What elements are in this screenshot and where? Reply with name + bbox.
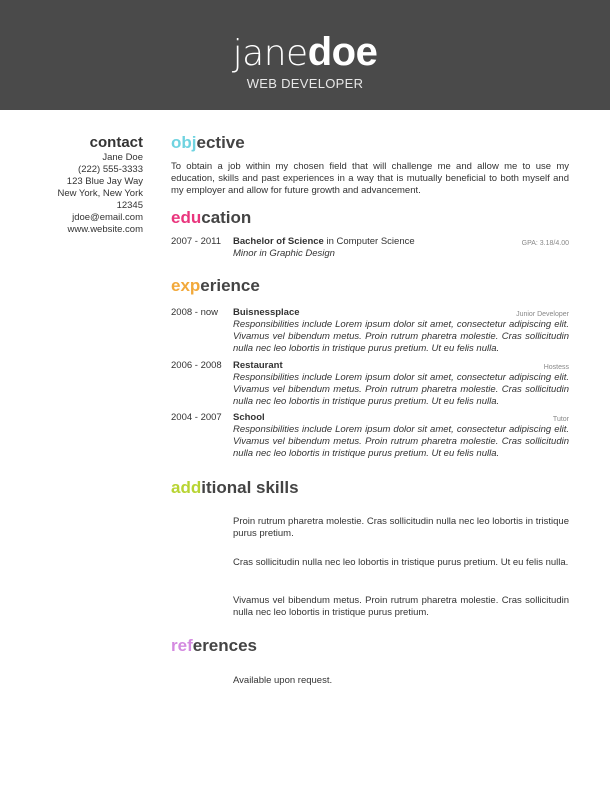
contact-street: 123 Blue Jay Way [66,176,143,187]
contact-zip: 12345 [116,200,143,211]
experience-description: Responsibilities include Lorem ipsum dolor sit amet, consectetur adipiscing elit. Vivamus vel bibendum metus. Proin rutrum pharetra molestie. Cras sollicitudin nulla nec leo lobortis in tristique purus pretium. Ut eu felis nulla. [233,424,569,459]
contact-email[interactable]: jdoe@email.com [72,212,143,223]
education-heading [171,208,569,228]
education-minor: Minor in Graphic Design [233,248,335,259]
header-banner [0,0,610,110]
education-gpa: GPA: 3.18/4.00 [521,240,569,247]
education-degree: Bachelor of Science [233,236,324,247]
skill-item: Cras sollicitudin nulla nec leo lobortis in tristique purus pretium. Ut eu felis nulla. [233,557,569,568]
experience-date: 2006 - 2008 [171,360,222,371]
experience-date: 2004 - 2007 [171,412,222,423]
experience-company: Buisnessplace [233,307,300,318]
contact-phone: (222) 555-3333 [78,164,143,175]
skill-item: Vivamus vel bibendum metus. Proin rutrum pharetra molestie. Cras sollicitudin nulla nec leo lobortis in tristique purus pretium. [233,595,569,618]
skills-heading-accent: add [171,478,202,497]
contact-section [57,134,143,236]
education-heading-rest: cation [201,208,252,227]
experience-company: School [233,412,265,423]
experience-date: 2008 - now [171,307,219,318]
education-date: 2007 - 2011 [171,236,222,247]
education-entry [171,236,569,262]
references-text: Available upon request. [233,675,333,686]
last-name: doe [307,30,378,74]
objective-heading-rest: ective [196,133,245,152]
experience-description: Responsibilities include Lorem ipsum dolor sit amet, consectetur adipiscing elit. Vivamus vel bibendum metus. Proin rutrum pharetra molestie. Cras sollicitudin nulla nec leo lobortis in tristique purus pretium. Ut eu felis nulla. [233,372,569,407]
objective-text: To obtain a job within my chosen field that will challenge me and allow me to use my education, skills and past experiences in a way that is mutually beneficial to both myself and my employer and allow for future growth and advancement. [171,161,569,196]
skills-heading [171,478,569,498]
references-heading [171,636,569,656]
experience-role: Hostess [543,364,569,371]
contact-heading: contact [89,134,143,151]
education-field: in Computer Science [323,236,415,247]
contact-name: Jane Doe [102,152,143,163]
objective-heading-accent: obj [171,133,197,152]
references-heading-rest: erences [192,636,258,655]
candidate-name [0,30,610,76]
experience-entry [171,360,569,410]
references-heading-accent: ref [171,636,193,655]
experience-heading-accent: exp [171,276,201,295]
experience-role: Tutor [552,416,569,423]
experience-heading-rest: erience [200,276,260,295]
experience-description: Responsibilities include Lorem ipsum dolor sit amet, consectetur adipiscing elit. Vivamus vel bibendum metus. Proin rutrum pharetra molestie. Cras sollicitudin nulla nec leo lobortis in tristique purus pretium. Ut eu felis nulla. [233,319,569,354]
experience-heading [171,276,569,296]
education-heading-accent: edu [171,208,202,227]
contact-website[interactable]: www.website.com [67,224,143,235]
objective-heading [171,133,569,153]
skills-heading-rest: itional skills [201,478,299,497]
experience-entry [171,412,569,462]
experience-role: Junior Developer [516,311,569,318]
experience-entry [171,307,569,357]
experience-company: Restaurant [233,360,283,371]
contact-city: New York, New York [57,188,143,199]
skill-item: Proin rutrum pharetra molestie. Cras sollicitudin nulla nec leo lobortis in tristique purus pretium. [233,516,569,539]
first-name: jane [232,33,308,74]
job-title: WEB DEVELOPER [246,76,364,91]
objective-section [171,133,569,197]
